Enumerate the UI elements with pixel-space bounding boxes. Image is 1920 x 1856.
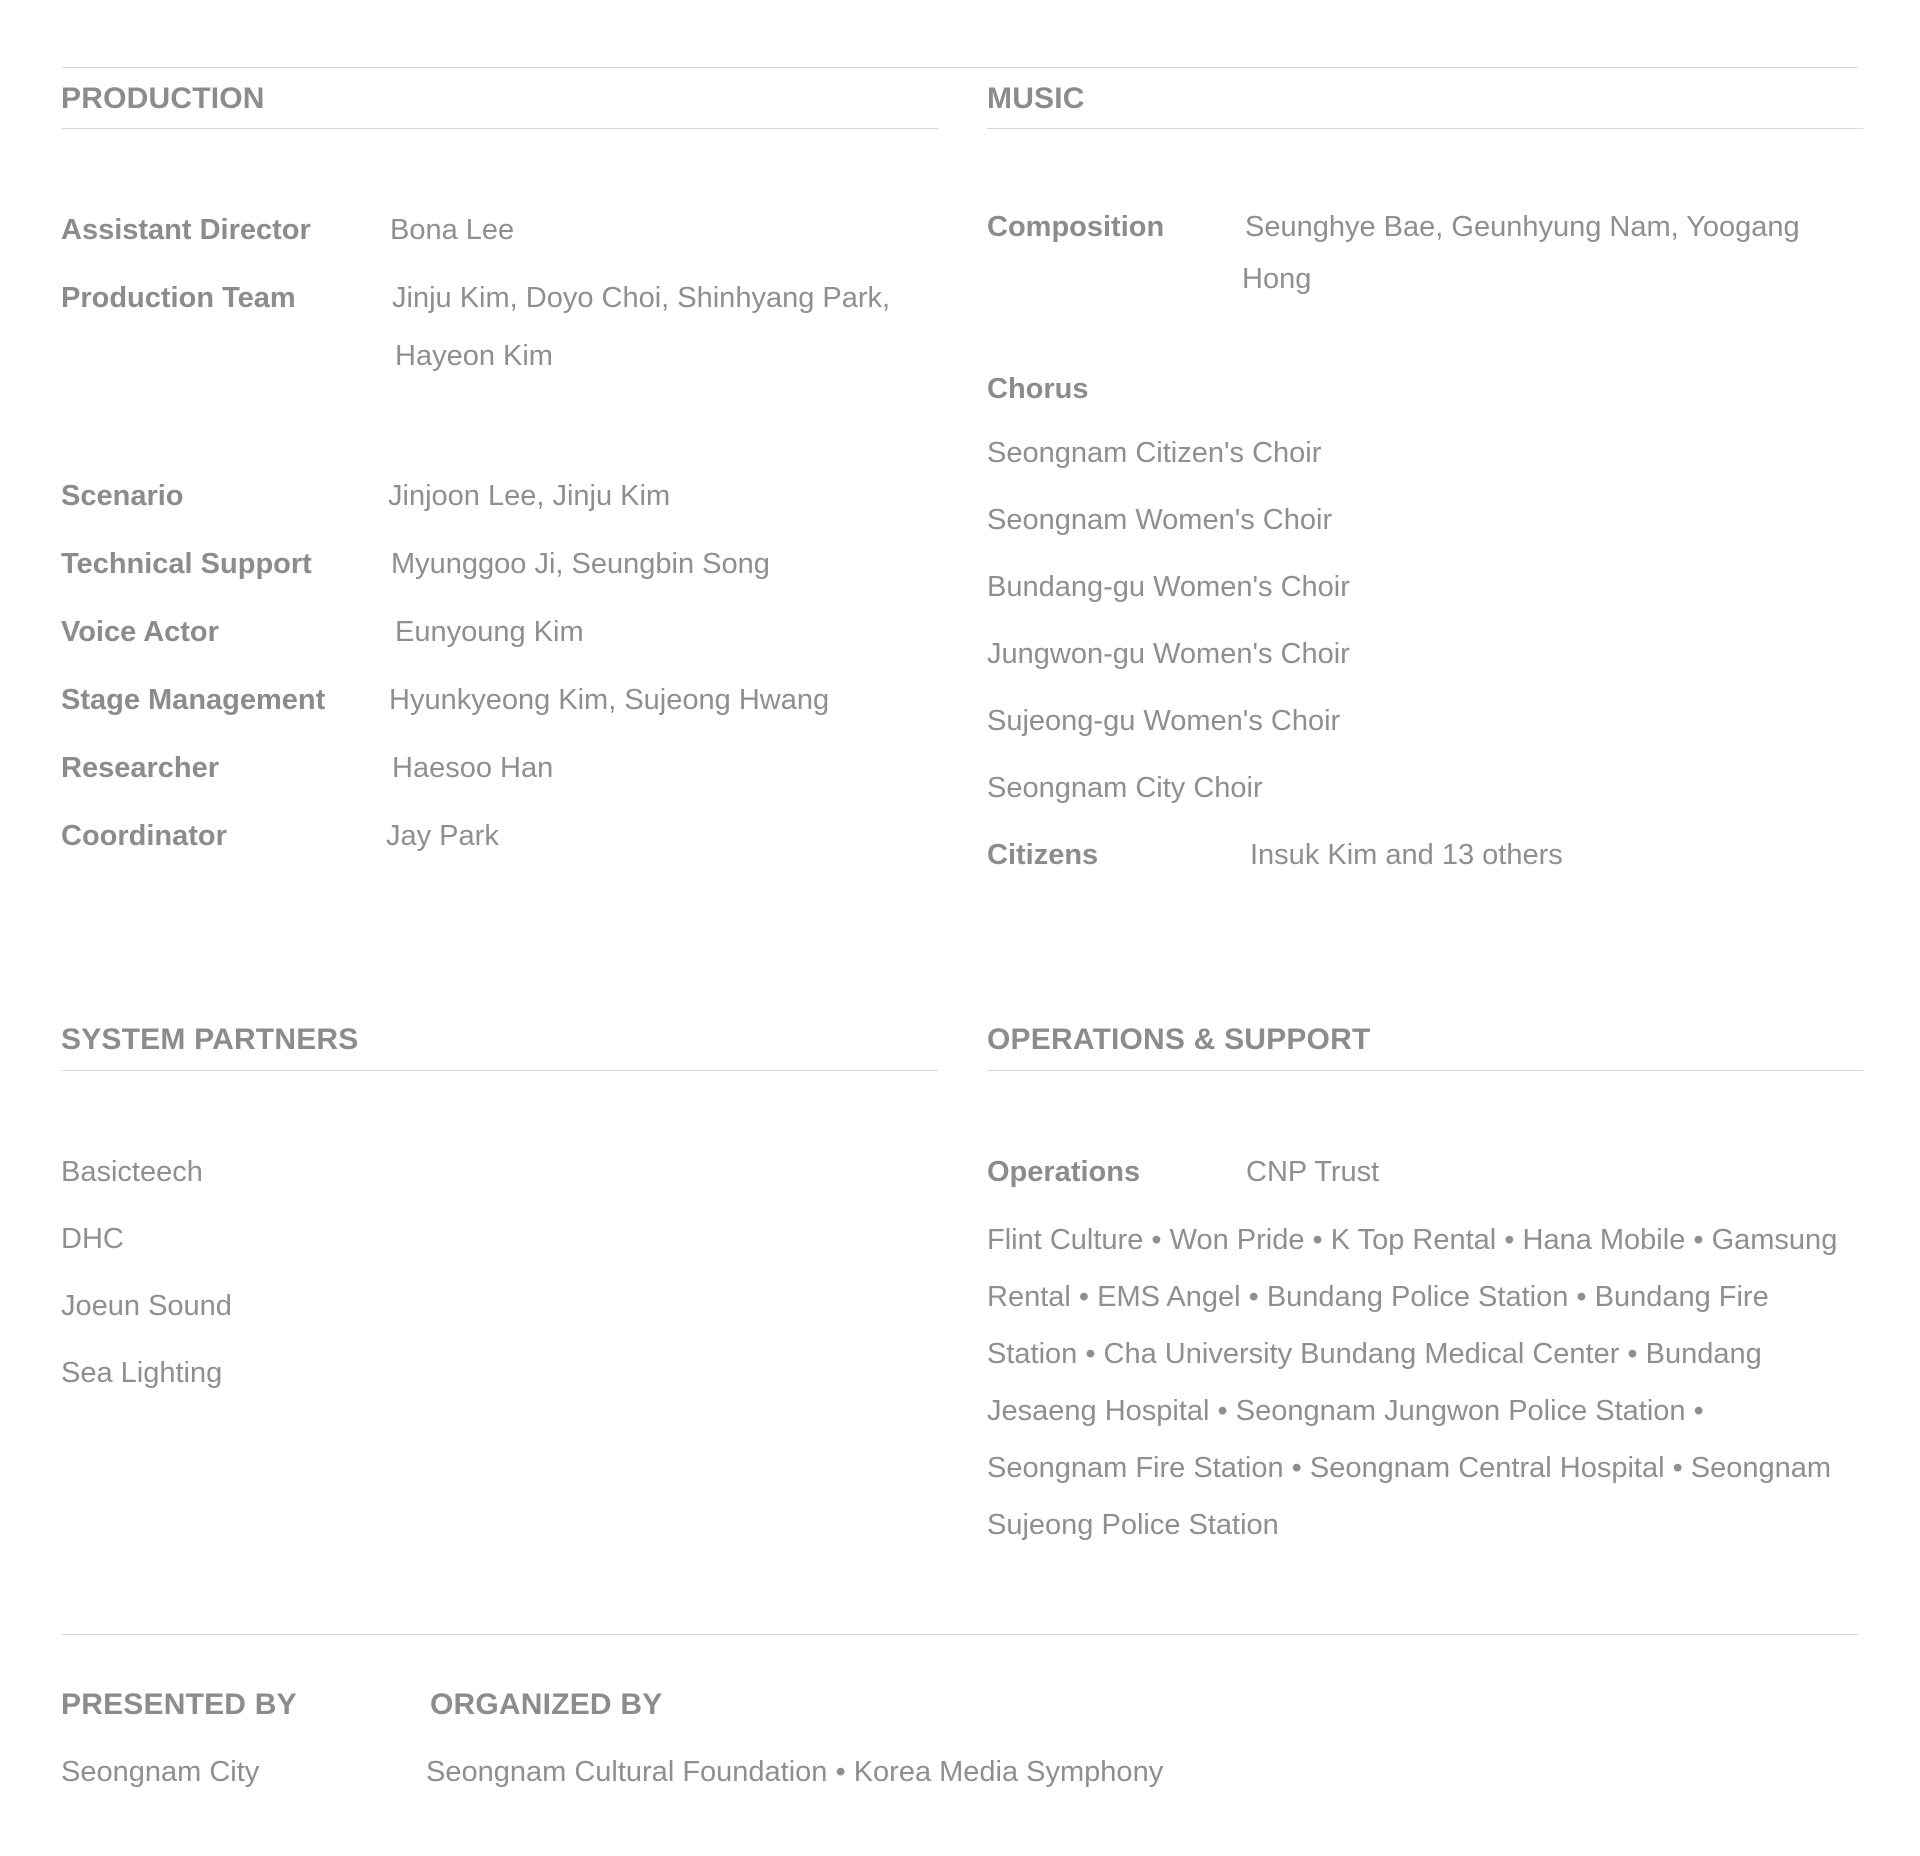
credit-value: Hyunkyeong Kim, Sujeong Hwang: [389, 684, 830, 716]
chorus-label: Chorus: [987, 373, 1089, 405]
system-partners-heading: SYSTEM PARTNERS: [61, 1023, 359, 1056]
citizens-value: Insuk Kim and 13 others: [1250, 839, 1563, 871]
support-line: Station • Cha University Bundang Medical Center • Bundang: [987, 1338, 1762, 1370]
partner-item: Basicteech: [61, 1156, 203, 1188]
footer-divider: [62, 1634, 1858, 1635]
partner-item: Joeun Sound: [61, 1290, 232, 1322]
partner-item: DHC: [61, 1223, 124, 1255]
composition-label: Composition: [987, 211, 1165, 243]
credit-label: Researcher: [61, 752, 219, 784]
citizens-label: Citizens: [987, 839, 1099, 871]
top-divider: [62, 67, 1858, 68]
system-partners-heading-rule: [61, 1070, 938, 1071]
credit-label: Assistant Director: [61, 214, 311, 246]
partner-item: Sea Lighting: [61, 1357, 223, 1389]
credit-value: Jinju Kim, Doyo Choi, Shinhyang Park,: [392, 282, 891, 314]
credit-label: Technical Support: [61, 548, 312, 580]
choir-item: Bundang-gu Women's Choir: [987, 571, 1350, 603]
choir-item: Jungwon-gu Women's Choir: [987, 638, 1350, 670]
credit-value: Eunyoung Kim: [395, 616, 584, 648]
credit-value-continued: Hayeon Kim: [395, 340, 553, 372]
choir-item: Seongnam City Choir: [987, 772, 1263, 804]
presented-by-value: Seongnam City: [61, 1756, 260, 1788]
organized-by-value: Seongnam Cultural Foundation • Korea Media Symphony: [426, 1756, 1164, 1788]
operations-heading: OPERATIONS & SUPPORT: [987, 1023, 1371, 1056]
support-line: Seongnam Fire Station • Seongnam Central Hospital • Seongnam: [987, 1452, 1832, 1484]
choir-item: Sujeong-gu Women's Choir: [987, 705, 1341, 737]
production-heading: PRODUCTION: [61, 82, 265, 115]
credit-label: Voice Actor: [61, 616, 219, 648]
music-heading: MUSIC: [987, 82, 1085, 115]
credit-value: Myunggoo Ji, Seungbin Song: [391, 548, 770, 580]
credit-value: Jay Park: [386, 820, 499, 852]
credit-value: Jinjoon Lee, Jinju Kim: [388, 480, 671, 512]
support-list: [987, 1212, 1887, 1554]
composition-value: Seunghye Bae, Geunhyung Nam, Yoogang: [1245, 211, 1800, 243]
organized-by-heading: ORGANIZED BY: [430, 1688, 663, 1721]
music-heading-rule: [987, 128, 1863, 129]
operations-heading-rule: [987, 1070, 1863, 1071]
support-line: Sujeong Police Station: [987, 1509, 1279, 1541]
credit-value: Haesoo Han: [392, 752, 554, 784]
support-line: Flint Culture • Won Pride • K Top Rental • Hana Mobile • Gamsung: [987, 1224, 1838, 1256]
production-heading-rule: [61, 128, 939, 129]
composition-value-continued: Hong: [1242, 263, 1312, 295]
choir-item: Seongnam Women's Choir: [987, 504, 1333, 536]
credit-label: Scenario: [61, 480, 184, 512]
operations-label: Operations: [987, 1156, 1141, 1188]
choir-item: Seongnam Citizen's Choir: [987, 437, 1322, 469]
support-line: Rental • EMS Angel • Bundang Police Station • Bundang Fire: [987, 1281, 1769, 1313]
presented-by-heading: PRESENTED BY: [61, 1688, 297, 1721]
credit-label: Coordinator: [61, 820, 227, 852]
credit-label: Stage Management: [61, 684, 326, 716]
operations-value: CNP Trust: [1246, 1156, 1380, 1188]
support-line: Jesaeng Hospital • Seongnam Jungwon Police Station •: [987, 1395, 1704, 1427]
credit-label: Production Team: [61, 282, 296, 314]
credit-value: Bona Lee: [390, 214, 515, 246]
